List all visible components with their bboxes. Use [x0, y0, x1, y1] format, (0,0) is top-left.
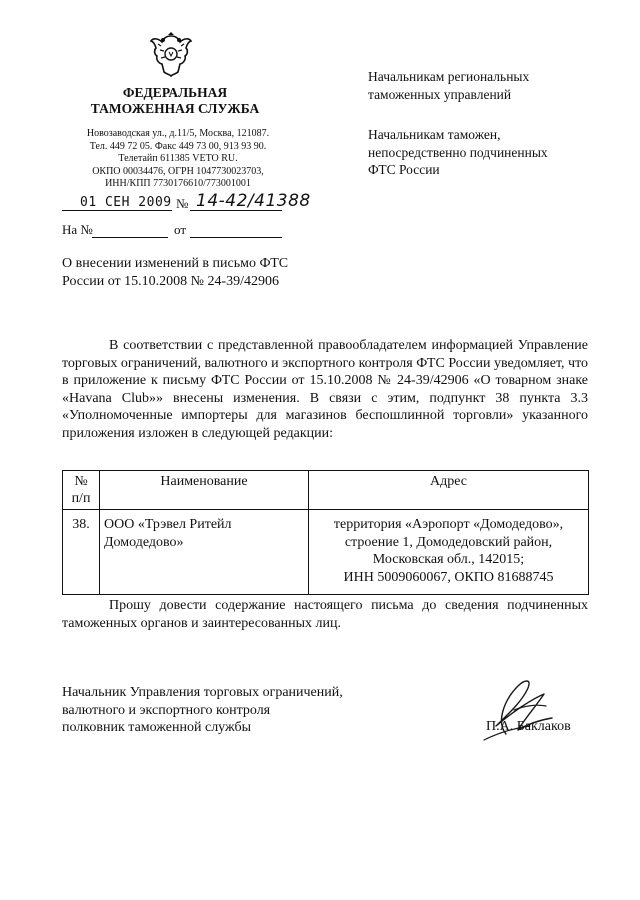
table-row	[63, 510, 589, 595]
signer-position-line: валютного и экспортного контроля	[62, 702, 271, 718]
registration-date: 01 СЕН 2009	[80, 195, 172, 210]
addressee-line: непосредственно подчиненных	[368, 144, 548, 160]
col-header-name: Наименование	[100, 471, 309, 510]
signer-position-line: Начальник Управления торговых ограничений,	[62, 685, 343, 700]
ref-from-label: от	[174, 222, 187, 237]
signer-name: П.А. Баклаков	[486, 719, 571, 734]
row-name	[100, 510, 309, 595]
contacts-phone: Тел. 449 72 05. Факс 449 73 00, 913 93 90.	[89, 140, 267, 152]
letter-closing	[62, 597, 588, 632]
contacts-address: Новозаводская ул., д.11/5, Москва, 121087.	[86, 128, 270, 139]
contacts-teletype: Телетайп 611385 VETO RU.	[118, 153, 238, 165]
table-header-row	[63, 471, 589, 510]
letter-subject: О внесении изменений в письмо ФТС России от 15.10.2008 № 24-39/42906	[62, 256, 289, 289]
org-name-line1: ФЕДЕРАЛЬНАЯ	[122, 85, 228, 100]
body-paragraph: В соответствии с представленной правообладателем информацией Управление торговых ограничений, валютного и экспортного контроля ФТС России уведомляет, что в приложение к письму ФТС России от 15.10.2008 № 24-39/42906 «О товарном знаке «Havana Club»» внесены изменения. В связи с этим, подпункт 38 пункта 3.3 «Уполномоченные импортеры для магазинов беспошлинной торговли» указанного приложения изложен в следующей редакции:	[62, 338, 588, 441]
addressee-line: ФТС России	[368, 162, 440, 177]
signer-position-line: полковник таможенной службы	[62, 720, 252, 735]
row-address-line: строение 1, Домодедовский район,	[344, 534, 553, 550]
contacts-okpo: ОКПО 00034476, ОГРН 1047730023703,	[92, 165, 264, 177]
registration-number: 14-42/41388	[196, 191, 311, 211]
col-header-number	[63, 471, 100, 510]
handwritten-signature-icon	[466, 670, 576, 750]
org-contacts	[62, 128, 294, 191]
row-address-line: Московская обл., 142015;	[372, 552, 525, 567]
ref-label: На №	[62, 222, 93, 237]
signer-position	[62, 684, 343, 737]
addressee-regional	[368, 68, 529, 103]
addressee-line: Начальникам региональных	[368, 69, 530, 84]
addressee-customs	[368, 126, 548, 179]
row-address-line: ИНН 5009060067, ОКПО 81688745	[343, 569, 554, 585]
row-name-line: Домодедово»	[104, 534, 184, 550]
letter-body	[62, 337, 588, 442]
contacts-inn: ИНН/КПП 7730176610/773001001	[105, 178, 251, 190]
ref-date-underline	[190, 237, 282, 238]
org-name-line2: ТАМОЖЕННАЯ СЛУЖБА	[90, 101, 260, 116]
row-address-line: территория «Аэропорт «Домодедово»,	[333, 517, 564, 532]
col-header-number-line2: п/п	[71, 491, 91, 506]
row-name-line: ООО «Трэвел Ритейл	[104, 517, 232, 532]
row-number: 38.	[63, 510, 100, 595]
number-label: №	[176, 196, 189, 211]
col-header-address: Адрес	[309, 471, 589, 510]
addressee-line: таможенных управлений	[368, 86, 512, 102]
addressee-line: Начальникам таможен,	[368, 127, 501, 142]
double-headed-eagle-emblem-icon	[148, 28, 194, 80]
ref-number-underline	[92, 237, 168, 238]
closing-paragraph: Прошу довести содержание настоящего письма до сведения подчиненных таможенных органов и заинтересованных лиц.	[62, 598, 588, 631]
importers-table	[62, 470, 589, 595]
col-header-number-line1: №	[74, 474, 88, 489]
date-underline	[62, 210, 172, 211]
row-address	[309, 510, 589, 595]
